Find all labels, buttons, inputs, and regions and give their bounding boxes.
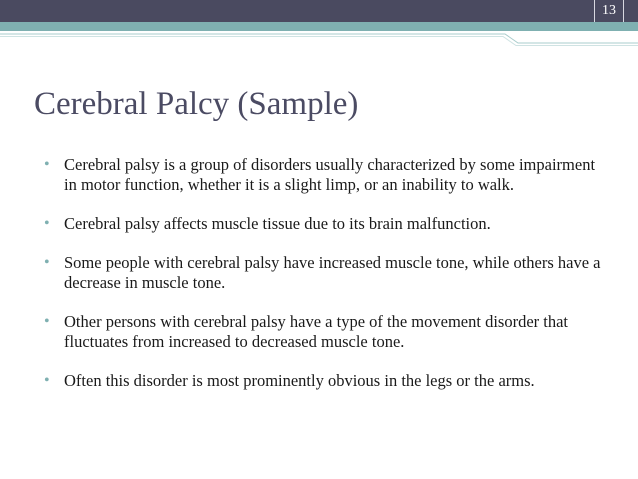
bullet-text: Other persons with cerebral palsy have a type of the movement disorder that fluctuates from increased to decreased muscle tone. [64,312,568,351]
header-accent-line [0,31,638,49]
bullet-item [44,312,604,352]
bullet-item [44,155,604,195]
bullet-marker-icon: • [44,215,50,232]
bullet-item [44,253,604,293]
bullet-text: Often this disorder is most prominently obvious in the legs or the arms. [64,371,535,390]
bullet-marker-icon: • [44,156,50,173]
bullet-text: Some people with cerebral palsy have increased muscle tone, while others have a decrease in muscle tone. [64,253,601,292]
bullet-text: Cerebral palsy affects muscle tissue due to its brain malfunction. [64,214,491,233]
header-band-dark [0,0,638,22]
header-band-teal [0,22,638,31]
bullet-list [44,155,604,410]
bullet-marker-icon: • [44,372,50,389]
bullet-item [44,214,604,234]
bullet-marker-icon: • [44,313,50,330]
slide-number: 13 [594,0,624,22]
bullet-text: Cerebral palsy is a group of disorders usually characterized by some impairment in motor function, whether it is a slight limp, or an inability to walk. [64,155,596,194]
bullet-marker-icon: • [44,254,50,271]
bullet-item [44,371,604,391]
slide-title: Cerebral Palcy (Sample) [34,86,359,122]
